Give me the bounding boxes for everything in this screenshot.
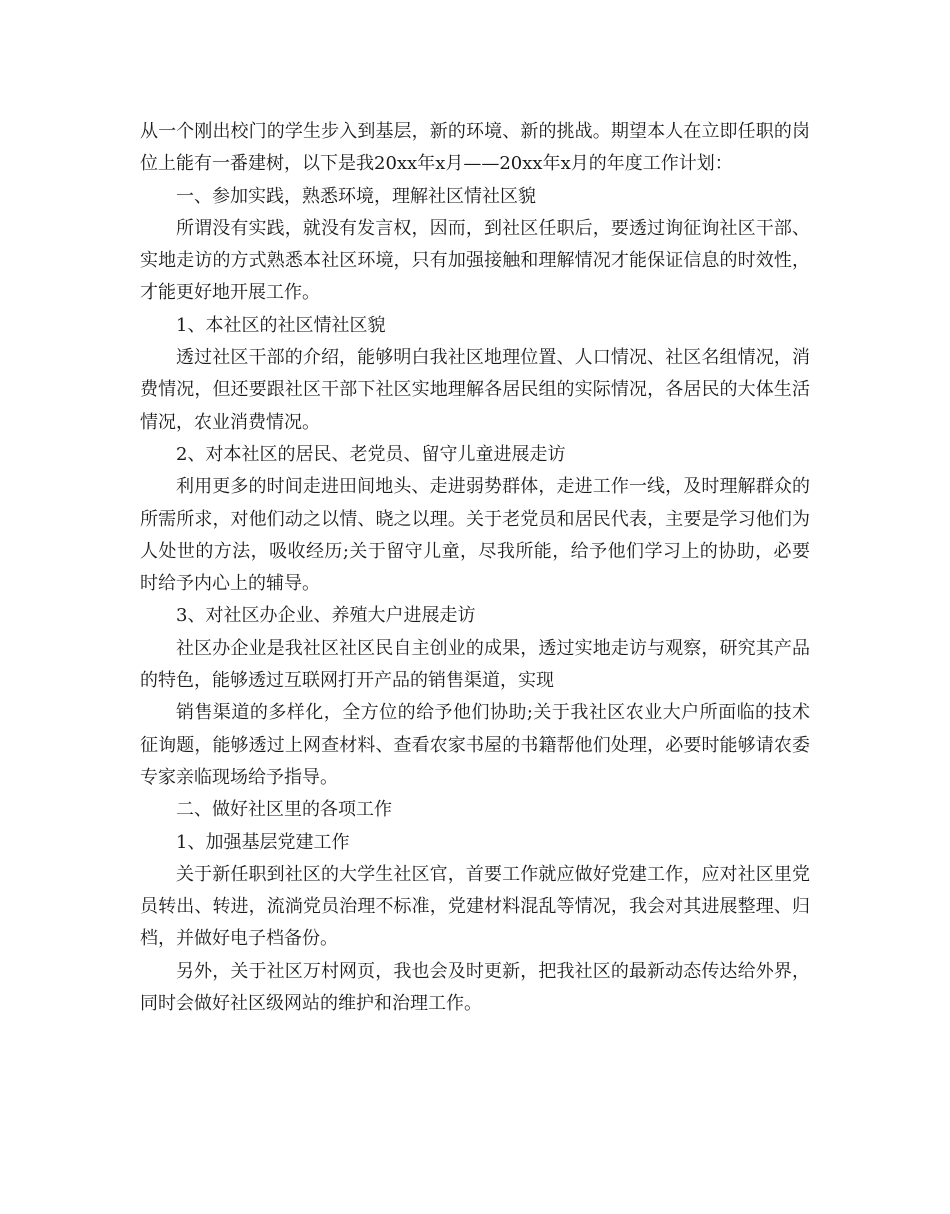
paragraph-intro: 从一个刚出校门的学生步入到基层，新的环境、新的挑战。期望本人在立即任职的岗位上能有一番建树，以下是我20xx年x月——20xx年x月的年度工作计划： (140, 121, 810, 175)
paragraph: 所谓没有实践，就没有发言权，因而，到社区任职后，要透过询征询社区干部、实地走访的方式熟悉本社区环境，只有加强接触和理解情况才能保证信息的时效性，才能更好地开展工作。 (140, 217, 810, 304)
subheading-1-1: 1、本社区的社区情社区貌 (176, 314, 386, 336)
subheading-1-2: 2、对本社区的居民、老党员、留守儿童进展走访 (176, 443, 566, 465)
paragraph: 社区办企业是我社区社区民自主创业的成果，透过实地走访与观察，研究其产品的特色，能够透过互联网打开产品的销售渠道，实现 (140, 637, 810, 692)
paragraph: 关于新任职到社区的大学生社区官，首要工作就应做好党建工作，应对社区里党员转出、转进，流淌党员治理不标准，党建材料混乱等情况，我会对其进展整理、归档，并做好电子档备份。 (140, 863, 810, 950)
paragraph: 另外，关于社区万村网页，我也会及时更新，把我社区的最新动态传达给外界，同时会做好社区级网站的维护和治理工作。 (140, 960, 810, 1015)
document-body (140, 116, 810, 1020)
paragraph: 利用更多的时间走进田间地头、走进弱势群体，走进工作一线，及时理解群众的所需所求，对他们动之以情、晓之以理。关于老党员和居民代表，主要是学习他们为人处世的方法，吸收经历;关于留守儿童，尽我所能，给予他们学习上的协助，必要时给予内心上的辅导。 (140, 476, 810, 595)
paragraph: 透过社区干部的介绍，能够明白我社区地理位置、人口情况、社区名组情况，消费情况，但还要跟社区干部下社区实地理解各居民组的实际情况，各居民的大体生活情况，农业消费情况。 (140, 347, 810, 433)
subheading-1-3: 3、对社区办企业、养殖大户进展走访 (176, 605, 476, 627)
paragraph: 销售渠道的多样化，全方位的给予他们协助;关于我社区农业大户所面临的技术征询题，能够透过上网查材料、查看农家书屋的书籍帮他们处理，必要时能够请农委专家亲临现场给予指导。 (140, 702, 810, 788)
heading-section-1: 一、参加实践，熟悉环境，理解社区情社区貌 (176, 185, 536, 207)
subheading-2-1: 1、加强基层党建工作 (176, 831, 350, 853)
heading-section-2: 二、做好社区里的各项工作 (176, 799, 392, 821)
